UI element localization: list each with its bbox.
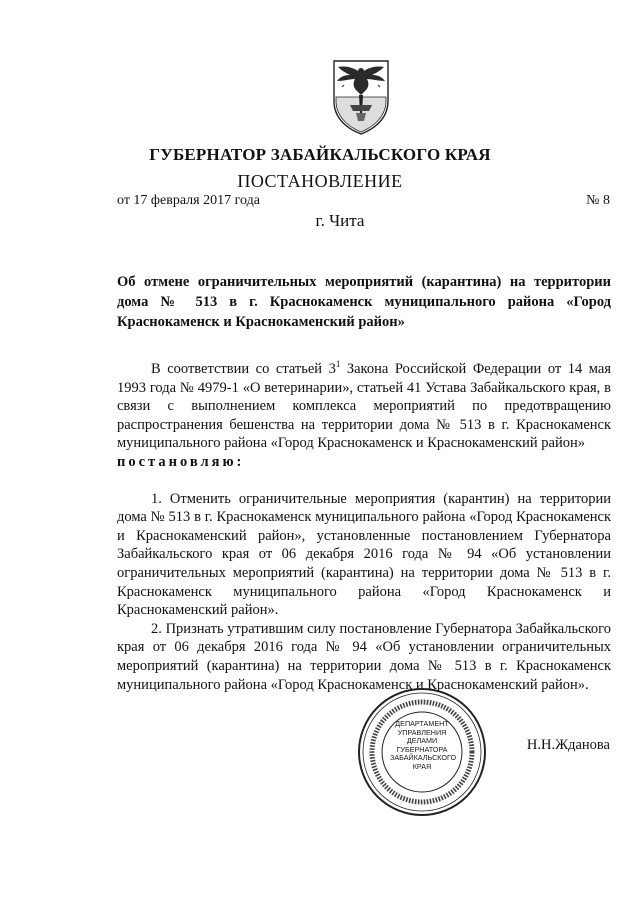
paragraph-spacer bbox=[117, 472, 611, 490]
document-title: Об отмене ограничительных мероприятий (карантина) на территории дома № 513 в г. Краснокаменск муниципального района «Город Краснокаменск и Краснокаменский район» bbox=[117, 274, 611, 330]
preamble-part2: Закона Российской Федерации от 14 мая 1993 года № 4979-1 «О ветеринарии», статьей 41 Устава Забайкальского края, в связи с выполнением комплекса мероприятий по предотвращению распространения бешенства на территории дома № 513 в г. Краснокаменск муниципального района «Город Краснокаменск и Краснокаменский район» bbox=[117, 361, 611, 452]
seal-line: КРАЯ bbox=[412, 761, 432, 771]
seal-text bbox=[390, 719, 457, 784]
issuer-title: ГУБЕРНАТОР ЗАБАЙКАЛЬСКОГО КРАЯ bbox=[149, 145, 491, 164]
decree-item-1: 1. Отменить ограничительные мероприятия (карантин) на территории дома № 513 в г. Краснокаменск муниципального района «Город Краснокаменск и Краснокаменский район», установленные постановлением Губернатора Забайкальского края от 06 декабря 2016 года № 94 «Об установлении ограничительных мероприятий (карантина) на территории дома № 513 в г. Краснокаменск муниципального района «Город Краснокаменск и Краснокаменский район». bbox=[117, 490, 611, 619]
seal-line: ДЕЛАМИ bbox=[406, 736, 438, 746]
document-date: от 17 февраля 2017 года bbox=[117, 193, 260, 208]
seal-line: ГУБЕРНАТОРА bbox=[396, 744, 448, 754]
preamble-superscript: 1 bbox=[335, 359, 341, 369]
seal-line: ДЕПАРТАМЕНТ bbox=[395, 719, 449, 728]
signatory-name: Н.Н.Жданова bbox=[526, 737, 610, 753]
document-body bbox=[117, 360, 611, 694]
decree-item-2: 2. Признать утратившим силу постановление Губернатора Забайкальского края от 06 декабря 2016 года № 94 «Об установлении ограничительных мероприятий (карантина) на территории дома № 513 в г. Краснокаменск муниципального района «Город Краснокаменск и Краснокаменский район». bbox=[117, 620, 611, 693]
document-type: ПОСТАНОВЛЕНИЕ bbox=[237, 171, 403, 191]
seal-line: УПРАВЛЕНИЯ bbox=[397, 727, 447, 737]
seal-line: ЗАБАЙКАЛЬСКОГО bbox=[390, 753, 457, 763]
preamble-paragraph bbox=[117, 360, 611, 472]
document-number: № 8 bbox=[586, 193, 610, 208]
preamble-part1: В соответствии со статьей 3 bbox=[151, 361, 336, 377]
decree-word: постановляю: bbox=[117, 453, 245, 470]
document-city: г. Чита bbox=[315, 211, 365, 230]
coat-of-arms-icon bbox=[326, 57, 396, 137]
